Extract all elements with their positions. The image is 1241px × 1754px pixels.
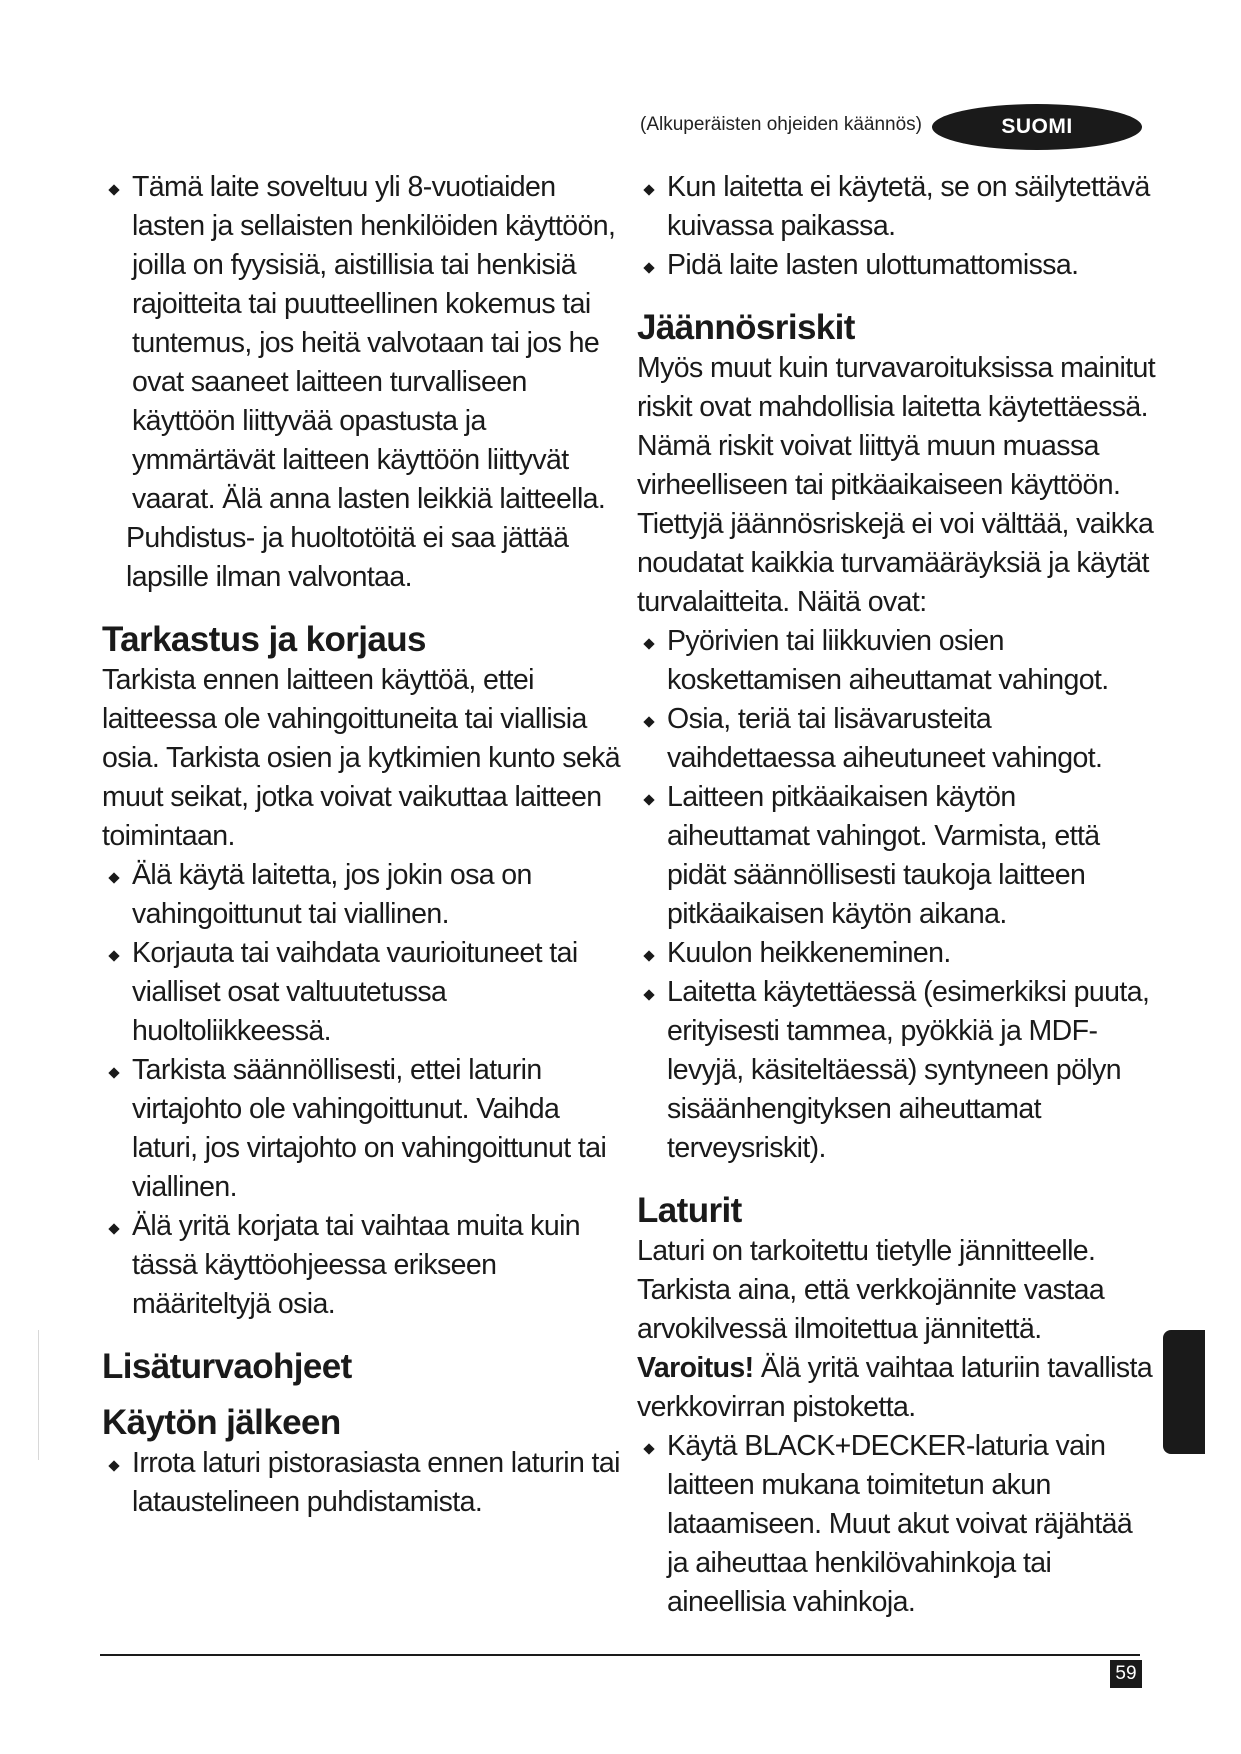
inspection-paragraph: Tarkista ennen laitteen käyttöä, ettei laitteessa ole vahingoittuneita tai viallisia osia. Tarkista osien ja kytkimien kunto sekä muut seikat, jotka voivat vaikuttaa laitteen toimintaan. <box>102 664 620 852</box>
language-badge: SUOMI <box>932 104 1142 150</box>
residual-bullet <box>637 934 1157 973</box>
diamond-bullet-icon <box>643 716 654 727</box>
residual-bullet <box>637 622 1157 700</box>
warning-text: Älä yritä vaihtaa laturiin tavallista verkkovirran pistoketta. <box>637 1352 1153 1423</box>
footer-divider <box>100 1654 1140 1656</box>
warning-paragraph <box>637 1349 1157 1427</box>
cleaning-note: Puhdistus- ja huoltotöitä ei saa jättää lapsille ilman valvontaa. <box>126 522 569 593</box>
bullet-text: Laitteen pitkäaikaisen käytön aiheuttamat vahingot. Varmista, että pidät säännöllisesti taukoja laitteen pitkäaikaisen käytön aikana. <box>667 781 1100 930</box>
left-column <box>102 168 622 1522</box>
warning-label: Varoitus! <box>637 1352 754 1384</box>
inspection-bullet <box>102 1207 622 1324</box>
diamond-bullet-icon <box>643 638 654 649</box>
diamond-bullet-icon <box>108 184 119 195</box>
bullet-text: Pyörivien tai liikkuvien osien koskettamisen aiheuttamat vahingot. <box>667 625 1109 696</box>
translation-note: (Alkuperäisten ohjeiden käännös) <box>640 114 923 135</box>
diamond-bullet-icon <box>108 872 119 883</box>
page-number: 59 <box>1110 1660 1142 1688</box>
bullet-text: Kuulon heikkeneminen. <box>667 937 951 969</box>
bullet-text: Käytä BLACK+DECKER-laturia vain laitteen mukana toimitetun akun lataamiseen. Muut akut voivat räjähtää ja aiheuttaa henkilövahinkoja tai aineellisia vahinkoja. <box>667 1430 1133 1618</box>
diamond-bullet-icon <box>643 262 654 273</box>
diamond-bullet-icon <box>108 1460 119 1471</box>
heading-after-use: Käytön jälkeen <box>102 1403 341 1442</box>
diamond-bullet-icon <box>108 1067 119 1078</box>
heading-residual-risks: Jäännösriskit <box>637 308 855 347</box>
inspection-bullet <box>102 856 622 934</box>
bullet-text: Tarkista säännöllisesti, ettei laturin virtajohto ole vahingoittunut. Vaihda laturi, jos virtajohto on vahingoittunut tai viallinen. <box>132 1054 607 1203</box>
bullet-text: Laitetta käytettäessä (esimerkiksi puuta, erityisesti tammea, pyökkiä ja MDF-levyjä, käsiteltäessä) syntyneen pölyn sisäänhengityksen aiheuttamat terveysriskit). <box>667 976 1150 1164</box>
heading-additional-safety: Lisäturvaohjeet <box>102 1347 352 1386</box>
diamond-bullet-icon <box>108 1223 119 1234</box>
residual-paragraph-2: Tiettyjä jäännösriskejä ei voi välttää, vaikka noudatat kaikkia turvamääräyksiä ja käytät turvalaitteita. Näitä ovat: <box>637 508 1154 618</box>
right-column <box>637 168 1157 1622</box>
residual-bullet <box>637 973 1157 1168</box>
residual-bullet <box>637 700 1157 778</box>
after-use-bullet <box>102 1444 622 1522</box>
bullet-text: Tämä laite soveltuu yli 8-vuotiaiden lasten ja sellaisten henkilöiden käyttöön, joilla on fyysisiä, aistillisia tai henkisiä rajoitteita tai puutteellinen kokemus tai tuntemus, jos heitä valvotaan tai jos he ovat saaneet laitteen turvalliseen käyttöön liittyvää opastusta ja ymmärtävät laitteen käyttöön liittyvät vaarat. Älä anna lasten leikkiä laitteella. <box>132 171 616 515</box>
diamond-bullet-icon <box>643 794 654 805</box>
residual-bullet <box>637 778 1157 934</box>
diamond-bullet-icon <box>643 989 654 1000</box>
storage-bullet <box>637 246 1157 285</box>
edge-mark <box>38 1330 39 1460</box>
storage-bullet <box>637 168 1157 246</box>
bullet-text: Pidä laite lasten ulottumattomissa. <box>667 249 1079 281</box>
inspection-bullet <box>102 934 622 1051</box>
bullet-text: Älä yritä korjata tai vaihtaa muita kuin tässä käyttöohjeessa erikseen määriteltyjä osia. <box>132 1210 581 1320</box>
bullet-children-use <box>102 168 622 519</box>
bullet-text: Kun laitetta ei käytetä, se on säilytettävä kuivassa paikassa. <box>667 171 1150 242</box>
charger-bullet <box>637 1427 1157 1622</box>
section-thumb-tab <box>1163 1330 1205 1454</box>
diamond-bullet-icon <box>108 950 119 961</box>
bullet-text: Älä käytä laitetta, jos jokin osa on vahingoittunut tai viallinen. <box>132 859 532 930</box>
bullet-text: Irrota laturi pistorasiasta ennen laturin tai lataustelineen puhdistamista. <box>132 1447 620 1518</box>
bullet-text: Korjauta tai vaihdata vaurioituneet tai vialliset osat valtuutetussa huoltoliikkeessä. <box>132 937 578 1047</box>
heading-inspection: Tarkastus ja korjaus <box>102 620 426 659</box>
diamond-bullet-icon <box>643 950 654 961</box>
inspection-bullet <box>102 1051 622 1207</box>
heading-chargers: Laturit <box>637 1191 742 1230</box>
residual-paragraph-1: Myös muut kuin turvavaroituksissa mainitut riskit ovat mahdollisia laitetta käytettäessä. Nämä riskit voivat liittyä muun muassa virheelliseen tai pitkäaikaiseen käyttöön. <box>637 352 1156 501</box>
diamond-bullet-icon <box>643 1443 654 1454</box>
bullet-text: Osia, teriä tai lisävarusteita vaihdettaessa aiheutuneet vahingot. <box>667 703 1103 774</box>
diamond-bullet-icon <box>643 184 654 195</box>
chargers-paragraph: Laturi on tarkoitettu tietylle jännitteelle. Tarkista aina, että verkkojännite vastaa arvokilvessä ilmoitettua jännitettä. <box>637 1235 1105 1345</box>
